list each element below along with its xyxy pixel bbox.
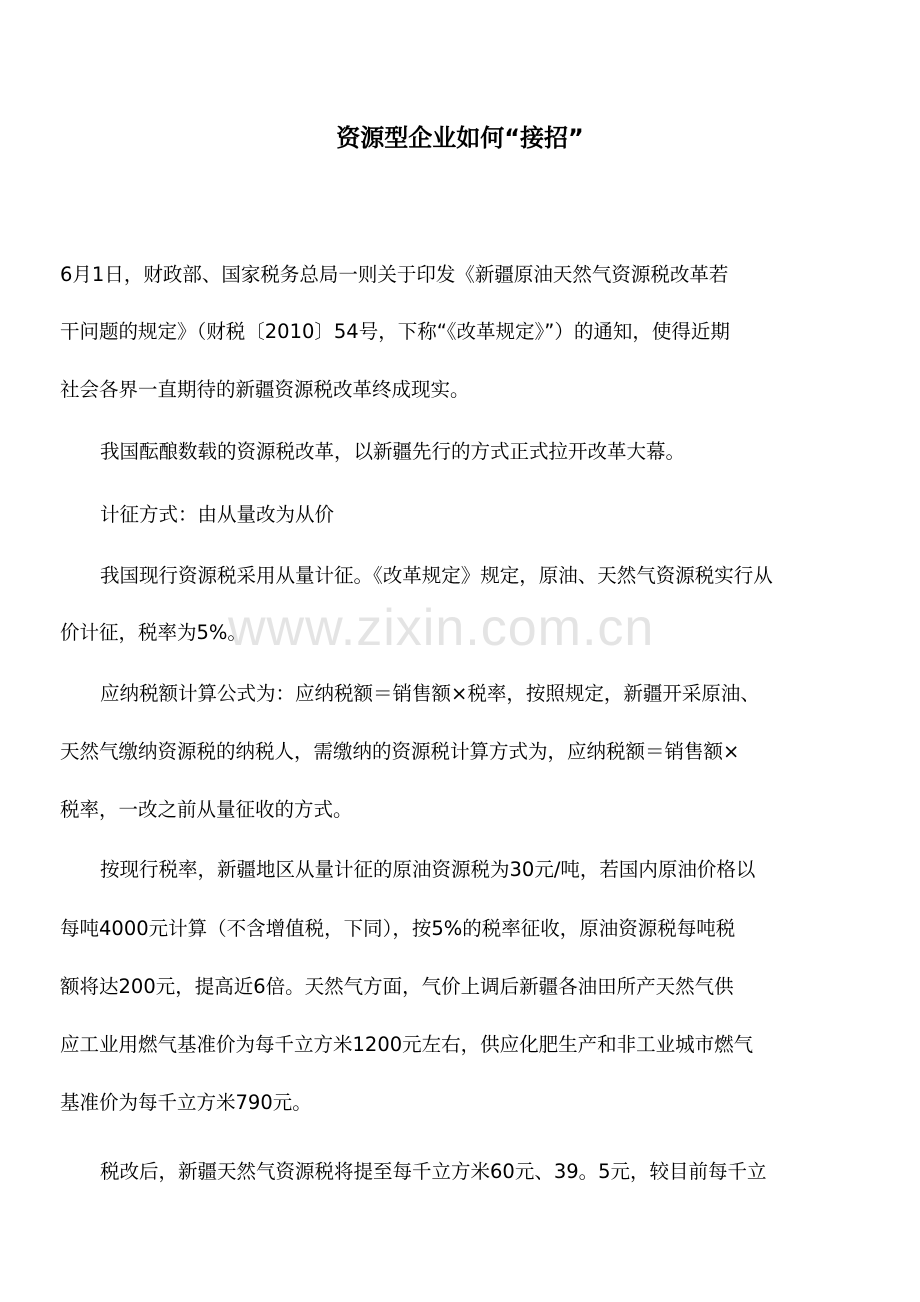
paragraph-line: 干问题的规定》（财税〔2010〕54号，下称“《改革规定》”）的通知，使得近期: [60, 320, 730, 343]
paragraph-line: 我国现行资源税采用从量计征。《改革规定》规定，原油、天然气资源税实行从: [100, 564, 773, 587]
paragraph-line: 6月1日，财政部、国家税务总局一则关于印发《新疆原油天然气资源税改革若: [60, 263, 729, 286]
document-title: 资源型企业如何“接招”: [336, 124, 584, 152]
paragraph-line: 天然气缴纳资源税的纳税人，需缴纳的资源税计算方式为，应纳税额＝销售额×: [60, 740, 740, 763]
paragraph-line: 价计征，税率为5%。: [60, 621, 247, 644]
watermark: www.zixin.com.cn: [228, 599, 655, 657]
paragraph-line: 应工业用燃气基准价为每千立方米1200元左右，供应化肥生产和非工业城市燃气: [60, 1033, 754, 1056]
paragraph-line: 额将达200元，提高近6倍。天然气方面，气价上调后新疆各油田所产天然气供: [60, 975, 734, 998]
section-heading: 计征方式：由从量改为从价: [100, 503, 335, 526]
paragraph-line: 基准价为每千立方米790元。: [60, 1091, 312, 1114]
paragraph-line: 应纳税额计算公式为：应纳税额＝销售额×税率，按照规定，新疆开采原油、: [100, 682, 760, 705]
paragraph-line: 税改后，新疆天然气资源税将提至每千立方米60元、39。5元，较目前每千立: [100, 1160, 767, 1183]
paragraph-line: 社会各界一直期待的新疆资源税改革终成现实。: [60, 378, 470, 401]
paragraph-line: 我国酝酿数载的资源税改革，以新疆先行的方式正式拉开改革大幕。: [100, 440, 686, 463]
paragraph-line: 按现行税率，新疆地区从量计征的原油资源税为30元/吨，若国内原油价格以: [100, 858, 756, 881]
paragraph-line: 每吨4000元计算（不含增值税，下同），按5%的税率征收，原油资源税每吨税: [60, 917, 736, 940]
paragraph-line: 税率，一改之前从量征收的方式。: [60, 798, 353, 821]
